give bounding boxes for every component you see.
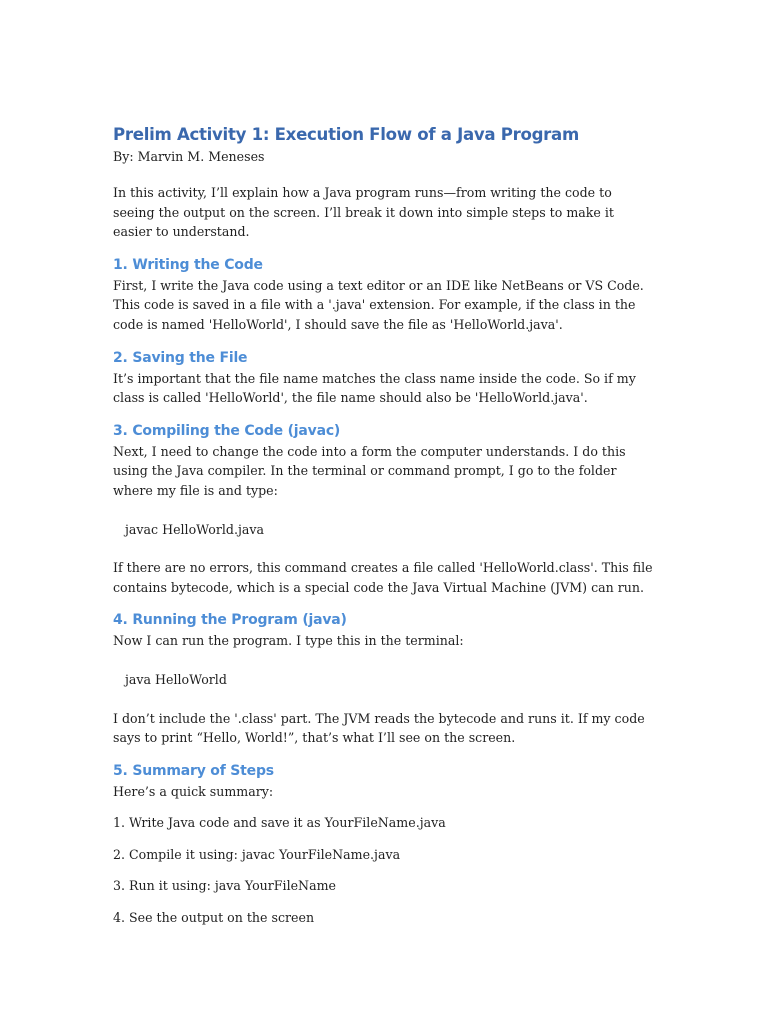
summary-step: 3. Run it using: java YourFileName bbox=[113, 878, 336, 894]
document-byline: By: Marvin M. Meneses bbox=[113, 149, 265, 164]
section-paragraph: I don’t include the '.class' part. The JVM reads the bytecode and runs it. If my code says to print “Hello, World!”, that’s what I’ll see on the screen. bbox=[113, 710, 645, 746]
summary-step: 4. See the output on the screen bbox=[113, 910, 315, 926]
section-paragraph: Now I can run the program. I type this in the terminal: bbox=[113, 633, 464, 649]
document-content bbox=[113, 124, 653, 928]
section-heading-compiling: 3. Compiling the Code (javac) bbox=[113, 422, 341, 439]
section-heading-running: 4. Running the Program (java) bbox=[113, 612, 347, 629]
section-paragraph: If there are no errors, this command creates a file called 'HelloWorld.class'. This file contains bytecode, which is a special code the Java Virtual Machine (JVM) can run. bbox=[113, 560, 653, 595]
section-paragraph: Next, I need to change the code into a form the computer understands. I do this using the Java compiler. In the terminal or command prompt, I go to the folder where my file is and type: bbox=[113, 443, 626, 498]
section-paragraph: First, I write the Java code using a text editor or an IDE like NetBeans or VS Code. This code is saved in a file with a '.java' extension. For example, if the class in the code is named 'HelloWorld', I should save the file as 'HelloWorld.java'. bbox=[113, 277, 644, 332]
summary-step: 2. Compile it using: javac YourFileName.java bbox=[113, 846, 401, 862]
code-line-java: java HelloWorld bbox=[125, 671, 227, 687]
section-paragraph: Here’s a quick summary: bbox=[113, 783, 274, 799]
section-paragraph: It’s important that the file name matches the class name inside the code. So if my class is called 'HelloWorld', the file name should also be 'HelloWorld.java'. bbox=[113, 370, 636, 406]
summary-step: 1. Write Java code and save it as YourFileName.java bbox=[113, 815, 446, 831]
section-heading-summary: 5. Summary of Steps bbox=[113, 762, 274, 779]
code-line-javac: javac HelloWorld.java bbox=[125, 521, 264, 537]
intro-paragraph: In this activity, I’ll explain how a Java program runs—from writing the code to seeing the output on the screen. I’ll break it down into simple steps to make it easier to understand. bbox=[113, 185, 614, 240]
section-heading-saving-file: 2. Saving the File bbox=[113, 349, 248, 366]
section-heading-writing-code: 1. Writing the Code bbox=[113, 256, 263, 273]
document-title: Prelim Activity 1: Execution Flow of a Java Program bbox=[113, 125, 579, 144]
